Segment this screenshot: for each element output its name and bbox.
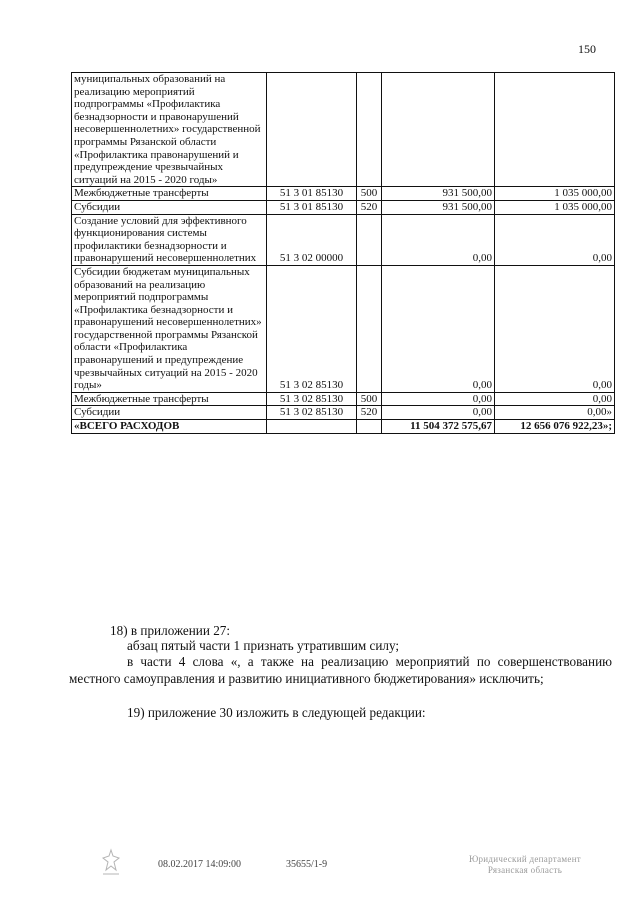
- footer-datetime: 08.02.2017 14:09:00: [158, 859, 242, 870]
- row-code: 51 3 02 85130: [267, 392, 357, 406]
- row-name: Создание условий для эффективного функционирования системы профилактики безнадзорности и правонарушений несовершеннолетних: [72, 214, 267, 265]
- row-amount-2018: 1 035 000,00: [495, 200, 615, 214]
- row-vr: 520: [357, 406, 382, 420]
- total-row: [72, 420, 615, 434]
- page-number: 150: [578, 42, 596, 56]
- paragraph-part-4-text: в части 4 слова «, а также на реализацию мероприятий по совершенствованию местного самоуправления и развитию инициативного бюджетирования» исключить;: [69, 654, 612, 686]
- table-row: [72, 187, 615, 201]
- row-name: Субсидии: [72, 406, 267, 420]
- watermark-line-2: Рязанская область: [487, 865, 563, 875]
- row-vr: [357, 265, 382, 392]
- table-row: [72, 200, 615, 214]
- table-row: [72, 73, 615, 187]
- paragraph-appendix-27: 18) в приложении 27:: [110, 623, 231, 638]
- paragraph-part-4: [69, 653, 612, 687]
- row-amount-2018: 0,00»: [495, 406, 615, 420]
- row-amount-2018: 0,00: [495, 265, 615, 392]
- total-amount-2017: 11 504 372 575,67: [382, 420, 495, 434]
- total-label: «ВСЕГО РАСХОДОВ: [72, 420, 267, 434]
- row-vr: 520: [357, 200, 382, 214]
- watermark-line-1: Юридический департамент: [468, 854, 582, 864]
- row-amount-2018: 0,00: [495, 214, 615, 265]
- row-code: 51 3 02 00000: [267, 214, 357, 265]
- row-amount-2017: 0,00: [382, 392, 495, 406]
- table-row: [72, 392, 615, 406]
- row-vr: 500: [357, 392, 382, 406]
- row-code: [267, 73, 357, 187]
- row-name: муниципальных образований на реализацию мероприятий подпрограммы «Профилактика безнадзорности и правонарушений несовершеннолетних» государственной программы Рязанской области «Профилактика правонарушений и предупреждение чрезвычайных ситуаций на 2015 - 2020 годы»: [72, 73, 267, 187]
- footer-reg-number: 35655/1-9: [286, 859, 328, 870]
- row-name: Субсидии: [72, 200, 267, 214]
- document-stamp-icon: [100, 848, 122, 878]
- row-vr: [357, 214, 382, 265]
- row-code: 51 3 01 85130: [267, 200, 357, 214]
- row-amount-2018: 0,00: [495, 392, 615, 406]
- row-amount-2018: 1 035 000,00: [495, 187, 615, 201]
- row-code: 51 3 02 85130: [267, 406, 357, 420]
- table-row: [72, 214, 615, 265]
- table-row: [72, 265, 615, 392]
- row-amount-2017: [382, 73, 495, 187]
- row-name: Межбюджетные трансферты: [72, 392, 267, 406]
- watermark: [450, 854, 600, 876]
- row-amount-2018: [495, 73, 615, 187]
- row-amount-2017: 931 500,00: [382, 200, 495, 214]
- row-amount-2017: 0,00: [382, 265, 495, 392]
- row-code: 51 3 01 85130: [267, 187, 357, 201]
- total-amount-2018: 12 656 076 922,23»;: [495, 420, 615, 434]
- row-amount-2017: 931 500,00: [382, 187, 495, 201]
- total-vr: [357, 420, 382, 434]
- budget-table: [71, 72, 615, 434]
- row-code: 51 3 02 85130: [267, 265, 357, 392]
- row-vr: 500: [357, 187, 382, 201]
- row-name: Межбюджетные трансферты: [72, 187, 267, 201]
- row-vr: [357, 73, 382, 187]
- paragraph-part-1: абзац пятый части 1 признать утратившим силу;: [127, 638, 400, 653]
- paragraph-appendix-30: 19) приложение 30 изложить в следующей редакции:: [127, 705, 426, 720]
- row-amount-2017: 0,00: [382, 406, 495, 420]
- total-code: [267, 420, 357, 434]
- table-row: [72, 406, 615, 420]
- row-name: Субсидии бюджетам муниципальных образований на реализацию мероприятий подпрограммы «Профилактика безнадзорности и правонарушений несовершеннолетних» государственной программы Рязанской области «Профилактика правонарушений и предупреждение чрезвычайных ситуаций на 2015 - 2020 годы»: [72, 265, 267, 392]
- row-amount-2017: 0,00: [382, 214, 495, 265]
